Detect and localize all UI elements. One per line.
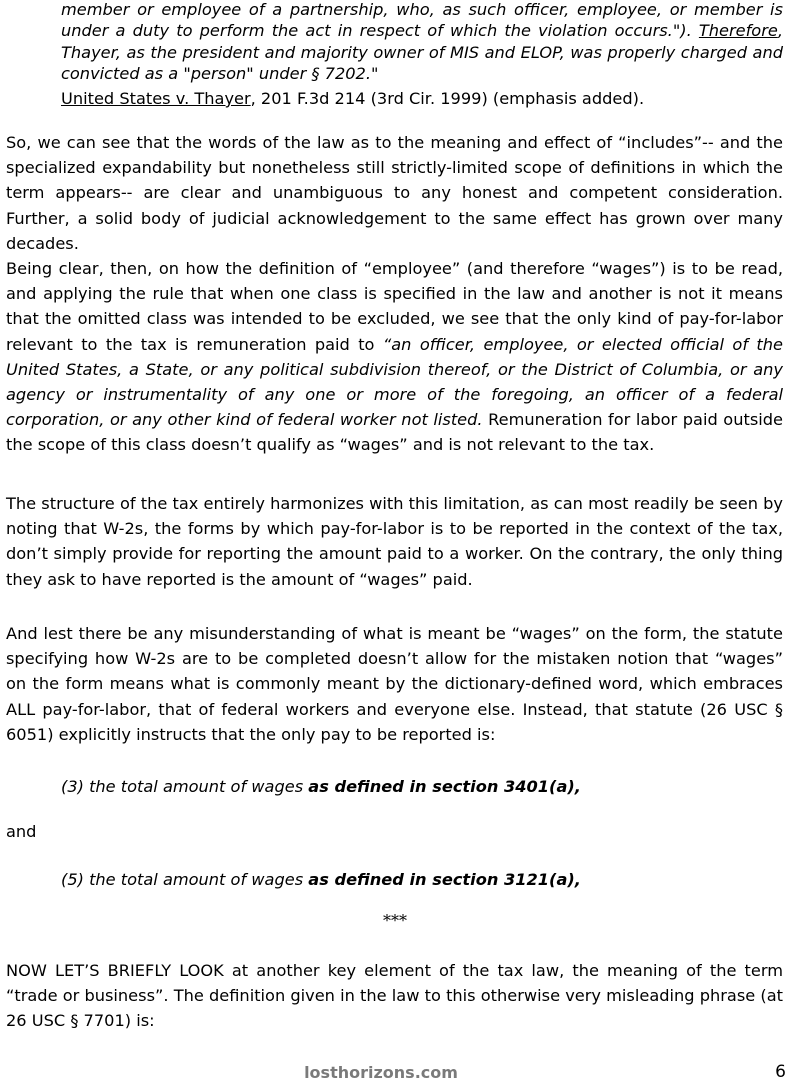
quote-text-continued: , Thayer, as the president and majority owner of MIS and ELOP, was properly charged and convicted as a "person" under § 7202." <box>61 21 783 84</box>
statute-item-3 <box>61 776 581 798</box>
conjunction-and: and <box>6 822 37 841</box>
paragraph-employee-quote: “an officer, employee, or elected official of the United States, a State, or any political subdivision thereof, or the District of Columbia, or any agency or instrumentality of any one or more of the foregoing, an officer of a federal corporation, or any other kind of federal worker not listed. <box>6 334 783 430</box>
block-quote <box>61 0 783 85</box>
case-name: United States v. Thayer <box>61 89 251 108</box>
paragraph-trade-or-business: NOW LET’S BRIEFLY LOOK at another key element of the tax law, the meaning of the term “trade or business”. The definition given in the law to this otherwise very misleading phrase (at 26 USC § 7701) is: <box>6 961 783 1031</box>
paragraph-wages-statute: And lest there be any misunderstanding of what is meant be “wages” on the form, the statute specifying how W-2s are to be completed doesn’t allow for the mistaken notion that “wages” on the form means what is commonly meant by the dictionary-defined word, which embraces ALL pay-for-labor, that of federal workers and everyone else. Instead, that statute (26 USC § 6051) explicitly instructs that the only pay to be reported is: <box>6 624 783 744</box>
section-separator: *** <box>383 911 407 930</box>
page-number: 6 <box>775 1062 786 1082</box>
case-reference: , 201 F.3d 214 (3rd Cir. 1999) (emphasis added). <box>250 89 645 108</box>
paragraph-employee-conclusion: Remuneration for labor paid outside the scope of this class doesn’t qualify as “wages” and is not relevant to the tax. <box>6 410 783 455</box>
paragraph-w2-structure: The structure of the tax entirely harmonizes with this limitation, as can most readily be seen by noting that W-2s, the forms by which pay-for-labor is to be reported in the context of the tax, don’t simply provide for reporting the amount paid to a worker. On the contrary, the only thing they ask to have reported is the amount of “wages” paid. <box>6 494 783 589</box>
paragraph-employee-text: Being clear, then, on how the definition of “employee” (and therefore “wages”) is to be read, and applying the rule that when one class is specified in the law and another is not it means that the omitted class was intended to be excluded, we see that the only kind of pay-for-labor relevant to the tax is remuneration paid to <box>6 259 783 354</box>
quote-text: member or employee of a partnership, who, as such officer, employee, or member is under a duty to perform the act in respect of which the violation occurs."). <box>61 0 783 41</box>
quote-therefore: Therefore <box>698 21 778 41</box>
statute-item-emphasis: as defined in section 3121(a), <box>308 870 581 889</box>
case-citation <box>61 88 644 109</box>
statute-item-text: (3) the total amount of wages <box>61 777 309 796</box>
statute-item-5 <box>61 869 581 891</box>
paragraph-includes: So, we can see that the words of the law as to the meaning and effect of “includes”-- and the specialized expandability but nonetheless still strictly-limited scope of definitions in which the term appears-- are clear and unambiguous to any honest and competent consideration. Further, a solid body of judicial acknowledgement to the same effect has grown over many decades. <box>6 133 783 253</box>
footer-website: losthorizons.com <box>304 1063 458 1082</box>
statute-item-emphasis: as defined in section 3401(a), <box>308 777 581 796</box>
statute-item-text: (5) the total amount of wages <box>61 870 309 889</box>
paragraph-employee-definition <box>6 256 783 458</box>
